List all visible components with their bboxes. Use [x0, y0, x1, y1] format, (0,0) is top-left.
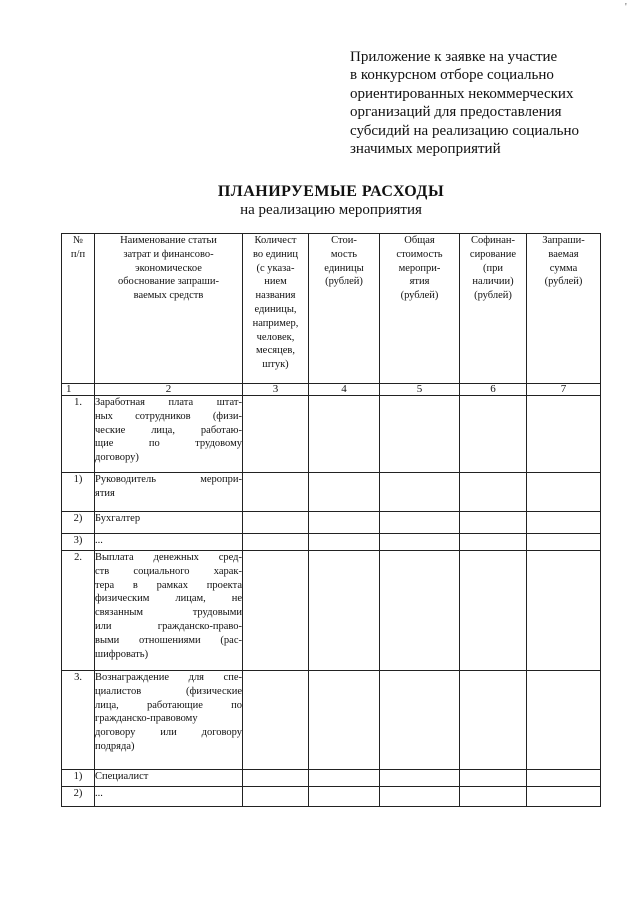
expense-name-line: физическим лицам, не	[95, 593, 242, 605]
expense-name-line: Заработная плата штат-	[95, 397, 242, 408]
expense-name-line: щие по трудовому	[95, 438, 242, 450]
row-index: 2)	[62, 512, 95, 534]
header-text-line: наличии)	[472, 276, 514, 288]
expense-name-line: связанным трудовыми	[95, 607, 242, 619]
appendix-line: Приложение к заявке на участие	[350, 49, 558, 65]
row-expense-name	[95, 473, 243, 512]
header-text-line: во единиц	[252, 248, 299, 260]
expense-name-line: ств социального харак-	[95, 565, 242, 577]
header-cell-quantity	[243, 234, 309, 384]
quantity-cell	[243, 534, 309, 551]
header-cell-name	[95, 234, 243, 384]
expense-name-line: Выплата денежных сред-	[95, 552, 242, 563]
header-text-line: обоснование запраши-	[117, 276, 220, 288]
total-cost-cell	[380, 551, 460, 671]
row-index: 3)	[62, 534, 95, 551]
unit-cost-cell	[309, 534, 380, 551]
cofinancing-cell	[460, 512, 527, 534]
requested-sum-cell	[527, 787, 601, 807]
quantity-cell	[243, 671, 309, 770]
unit-cost-cell	[309, 512, 380, 534]
expense-name-line: Бухгалтер	[95, 513, 141, 524]
expense-name-line: договору)	[95, 452, 139, 464]
header-row	[62, 234, 601, 384]
cofinancing-cell	[460, 671, 527, 770]
requested-sum-cell	[527, 770, 601, 787]
header-text-line: (при	[483, 262, 503, 274]
quantity-cell	[243, 473, 309, 512]
header-text-line: затрат и финансово-	[123, 248, 214, 260]
header-cell-unit-cost	[309, 234, 380, 384]
quantity-cell	[243, 770, 309, 787]
table-row	[62, 671, 601, 770]
corner-mark: '	[625, 2, 627, 13]
header-text-line: п/п	[70, 248, 86, 260]
expense-name-line: выми отношениями (рас-	[95, 634, 242, 646]
expense-name-line: гражданско-правовому	[95, 713, 198, 725]
header-text-line: меропри-	[398, 262, 441, 274]
table-row	[62, 770, 601, 787]
row-index: 1.	[62, 396, 95, 473]
header-text-line: нием	[264, 276, 287, 288]
unit-cost-cell	[309, 770, 380, 787]
table-row	[62, 396, 601, 473]
unit-cost-cell	[309, 671, 380, 770]
expense-name-line: шифровать)	[95, 648, 149, 660]
header-text-line: Запраши-	[542, 235, 585, 246]
header-text-line: мость	[330, 248, 358, 260]
header-text-line: месяцев,	[256, 345, 295, 357]
appendix-line: значимых мероприятий	[350, 141, 501, 158]
row-expense-name	[95, 534, 243, 551]
expense-name-line: ...	[95, 535, 103, 546]
requested-sum-cell	[527, 473, 601, 512]
requested-sum-cell	[527, 534, 601, 551]
header-text-line: Наименование статьи	[120, 235, 217, 246]
header-text-line: (рублей)	[474, 290, 512, 302]
header-text-line: ваемая	[548, 248, 579, 260]
header-text-line: например,	[252, 317, 299, 329]
appendix-line: субсидий на реализацию социально	[350, 122, 580, 139]
quantity-cell	[243, 551, 309, 671]
cofinancing-cell	[460, 396, 527, 473]
total-cost-cell	[380, 534, 460, 551]
row-index: 3.	[62, 671, 95, 770]
row-index: 1)	[62, 770, 95, 787]
header-text-line: ятия	[409, 276, 430, 288]
requested-sum-cell	[527, 551, 601, 671]
header-text-line: сумма	[549, 262, 578, 274]
row-expense-name	[95, 671, 243, 770]
column-number: 5	[380, 384, 460, 396]
quantity-cell	[243, 512, 309, 534]
column-number-row	[62, 384, 601, 396]
table-row	[62, 551, 601, 671]
cofinancing-cell	[460, 787, 527, 807]
row-expense-name	[95, 787, 243, 807]
header-cell-total-cost	[380, 234, 460, 384]
column-number: 4	[309, 384, 380, 396]
expense-name-line: или гражданско-право-	[95, 620, 242, 632]
column-number: 3	[243, 384, 309, 396]
column-number: 7	[527, 384, 601, 396]
expense-name-line: подряда)	[95, 740, 135, 752]
quantity-cell	[243, 396, 309, 473]
header-cell-number	[62, 234, 95, 384]
document-title: ПЛАНИРУЕМЫЕ РАСХОДЫ	[217, 183, 445, 200]
row-expense-name	[95, 396, 243, 473]
header-cell-cofinancing	[460, 234, 527, 384]
total-cost-cell	[380, 770, 460, 787]
row-index: 2.	[62, 551, 95, 671]
expense-name-line: договору или договору	[95, 727, 242, 739]
document-subtitle: на реализацию мероприятия	[240, 202, 422, 218]
column-number: 6	[460, 384, 527, 396]
appendix-line: организаций для предоставления	[350, 104, 562, 121]
expense-name-line: Руководитель меропри-	[95, 474, 242, 485]
expense-name-line: лица, работающие по	[95, 699, 242, 711]
header-text-line: названия	[255, 290, 296, 302]
table-row	[62, 787, 601, 807]
header-cell-requested	[527, 234, 601, 384]
row-expense-name	[95, 512, 243, 534]
appendix-line: в конкурсном отборе социально	[350, 67, 554, 84]
expenses-table	[61, 233, 601, 807]
total-cost-cell	[380, 396, 460, 473]
expense-name-line: ческие лица, работаю-	[95, 424, 242, 436]
header-text-line: экономическое	[135, 262, 202, 274]
header-text-line: стоимость	[396, 248, 443, 260]
unit-cost-cell	[309, 787, 380, 807]
appendix-note	[350, 48, 610, 158]
expense-name-line: ятия	[95, 487, 115, 499]
expense-name-line: циалистов (физические	[95, 685, 242, 697]
expense-name-line: ...	[95, 788, 103, 799]
header-text-line: Общая	[404, 235, 435, 246]
cofinancing-cell	[460, 551, 527, 671]
header-text-line: единицы,	[254, 303, 297, 315]
table-row	[62, 512, 601, 534]
requested-sum-cell	[527, 512, 601, 534]
column-number: 1	[62, 384, 95, 396]
header-text-line: человек,	[256, 331, 295, 343]
column-number: 2	[95, 384, 243, 396]
header-text-line: (рублей)	[544, 276, 583, 288]
row-expense-name	[95, 770, 243, 787]
cofinancing-cell	[460, 473, 527, 512]
unit-cost-cell	[309, 473, 380, 512]
requested-sum-cell	[527, 396, 601, 473]
total-cost-cell	[380, 787, 460, 807]
cofinancing-cell	[460, 770, 527, 787]
total-cost-cell	[380, 512, 460, 534]
unit-cost-cell	[309, 551, 380, 671]
total-cost-cell	[380, 671, 460, 770]
expense-name-line: Специалист	[95, 771, 149, 782]
quantity-cell	[243, 787, 309, 807]
header-text-line: (рублей)	[400, 290, 439, 302]
header-text-line: сирование	[469, 248, 517, 260]
cofinancing-cell	[460, 534, 527, 551]
appendix-line: ориентированных некоммерческих	[350, 85, 574, 102]
expense-name-line: тера в рамках проекта	[95, 579, 242, 591]
unit-cost-cell	[309, 396, 380, 473]
header-text-line: единицы	[324, 262, 364, 274]
table-body	[62, 396, 601, 807]
header-text-line: (с указа-	[256, 262, 295, 274]
header-text-line: ваемых средств	[133, 290, 204, 302]
expense-name-line: Вознаграждение для спе-	[95, 672, 242, 683]
row-expense-name	[95, 551, 243, 671]
header-text-line: (рублей)	[325, 276, 363, 288]
header-text-line: №	[72, 235, 84, 246]
header-text-line: Количест	[254, 235, 297, 246]
header-text-line: Стои-	[331, 235, 357, 246]
expense-name-line: ных сотрудников (физи-	[95, 410, 242, 422]
row-index: 2)	[62, 787, 95, 807]
table-row	[62, 473, 601, 512]
table-row	[62, 534, 601, 551]
requested-sum-cell	[527, 671, 601, 770]
total-cost-cell	[380, 473, 460, 512]
header-text-line: Софинан-	[470, 235, 516, 246]
row-index: 1)	[62, 473, 95, 512]
header-text-line: штук)	[262, 359, 289, 371]
